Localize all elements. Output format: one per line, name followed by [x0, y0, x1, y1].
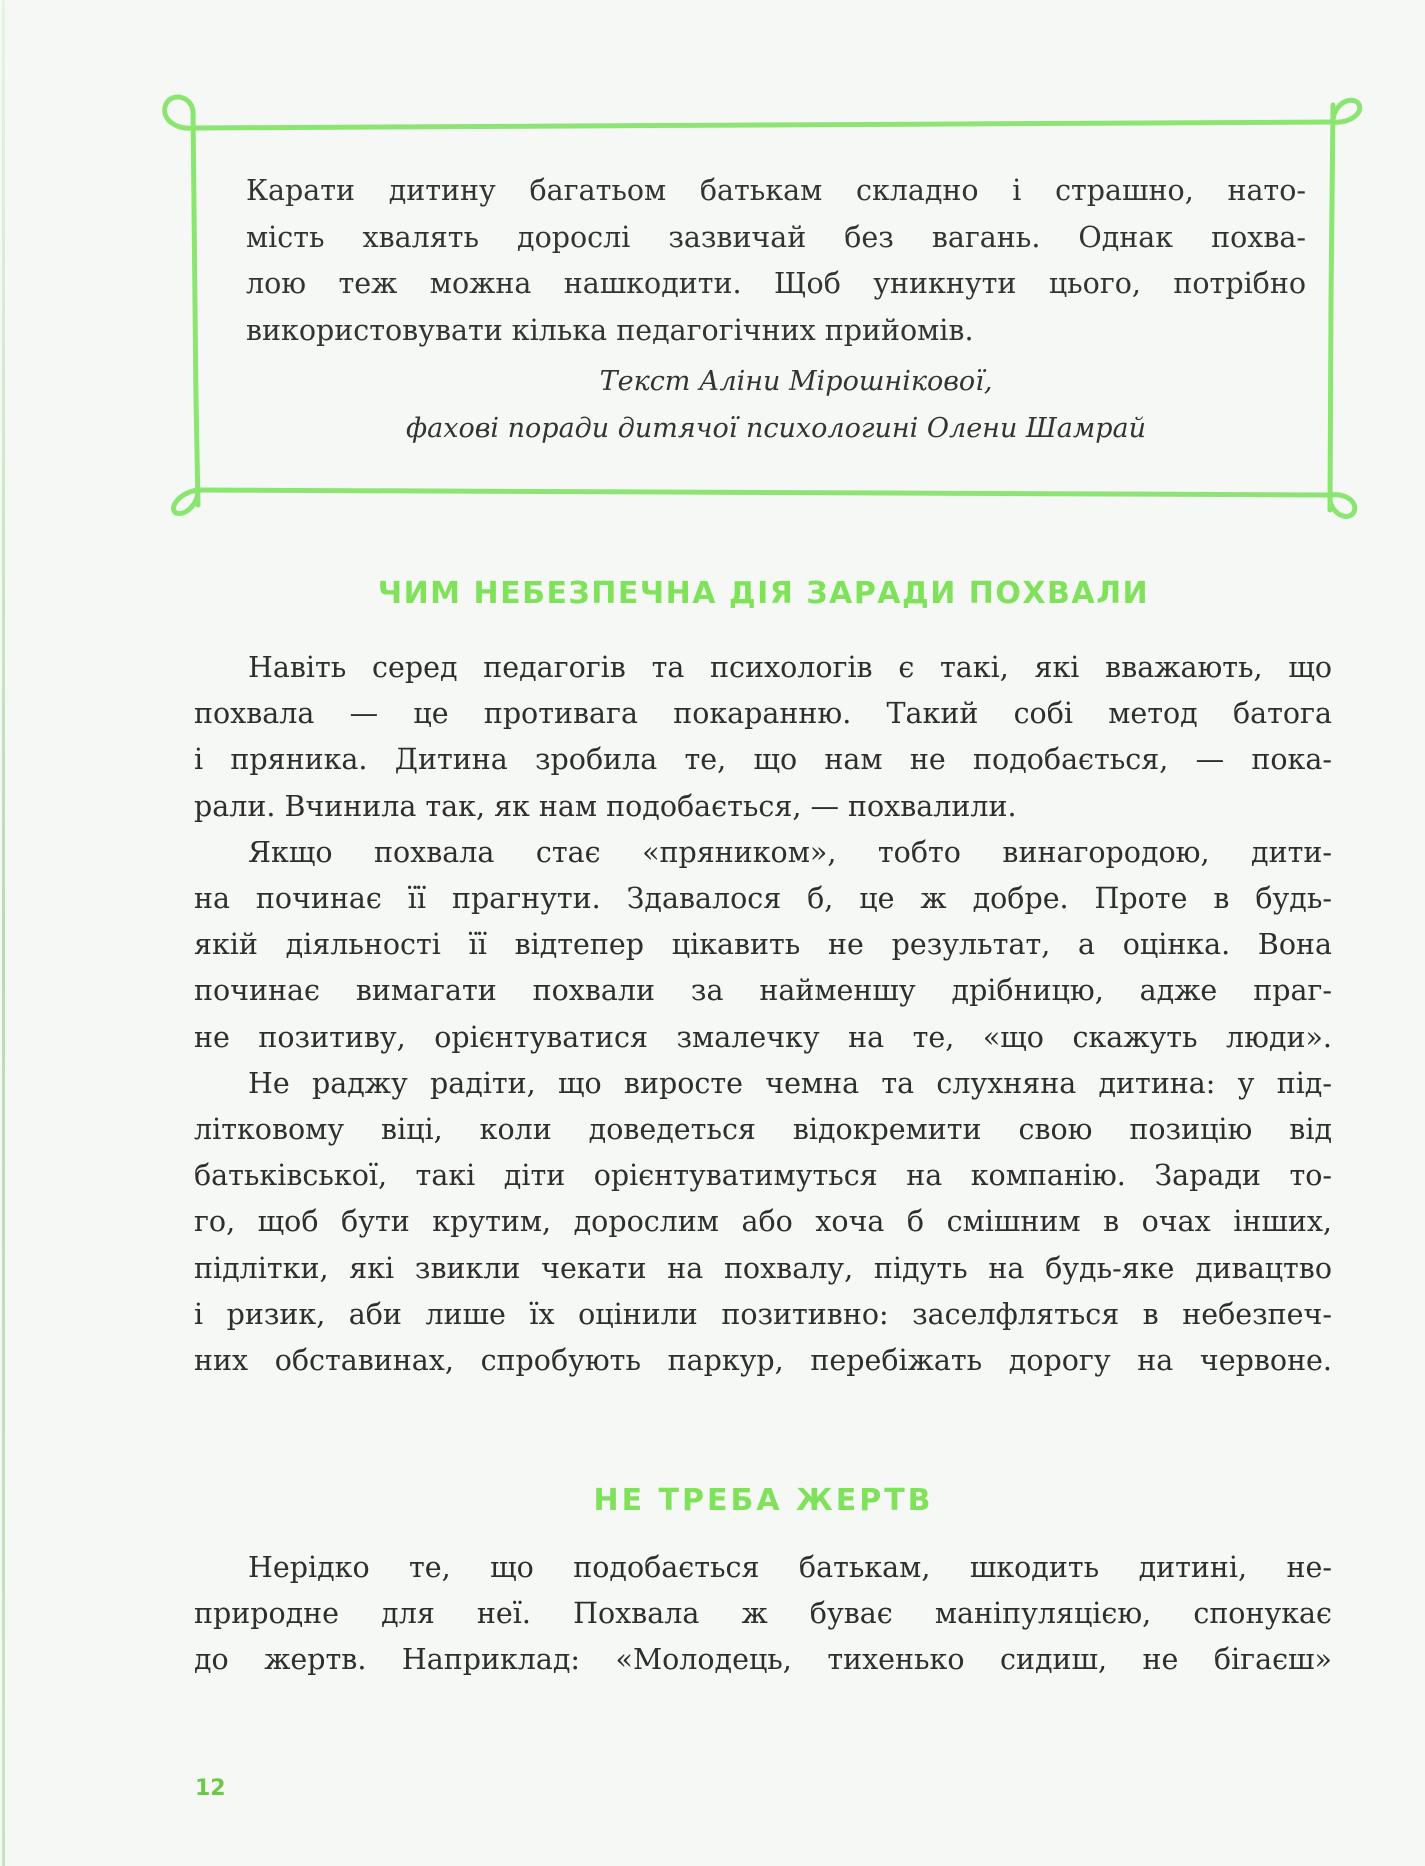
page-number: 12	[195, 1776, 226, 1801]
intro-line: Карати дитину багатьом батькам складно і страшно, нато-	[246, 174, 1306, 207]
body-line: починає вимагати похвали за найменшу дрібницю, адже праг-	[194, 974, 1332, 1008]
body-line: природне для неї. Похвала ж буває маніпуляцією, спонукає	[194, 1597, 1332, 1631]
body-line: якій діяльності її відтепер цікавить не результат, а оцінка. Вона	[194, 928, 1332, 962]
attribution-expert: фахові поради дитячої психологині Олени Шамрай	[406, 413, 1146, 444]
intro-line: мість хвалять дорослі зазвичай без вагань. Однак похва-	[246, 220, 1306, 254]
intro-line: використовувати кілька педагогічних прийомів.	[246, 313, 974, 347]
section-heading-sacrifice: НЕ ТРЕБА ЖЕРТВ	[593, 1483, 934, 1518]
body-line: них обставинах, спробують паркур, перебіжать дорогу на червоне.	[194, 1344, 1332, 1378]
body-line: рали. Вчинила так, як нам подобається, — похвалили.	[194, 789, 1017, 823]
body-line: і пряника. Дитина зробила те, що нам не подобається, — пока-	[194, 743, 1332, 777]
body-line: на починає її прагнути. Здавалося б, це ж добре. Проте в будь-	[194, 882, 1332, 916]
body-line: го, щоб бути крутим, дорослим або хоча б смішним в очах інших,	[194, 1205, 1332, 1239]
body-line: батьківської, такі діти орієнтуватимуться на компанію. Заради то-	[194, 1159, 1332, 1193]
intro-box-text	[246, 168, 1306, 354]
intro-line: лою теж можна нашкодити. Щоб уникнути цього, потрібно	[246, 267, 1306, 300]
body-line: Навіть серед педагогів та психологів є такі, які вважають, що	[248, 651, 1332, 684]
attribution	[246, 358, 1306, 452]
section-heading-danger: ЧИМ НЕБЕЗПЕЧНА ДІЯ ЗАРАДИ ПОХВАЛИ	[377, 576, 1150, 611]
body-line: і ризик, аби лише їх оцінили позитивно: заселфляться в небезпеч-	[194, 1297, 1332, 1331]
body-line: літковому віці, коли доведеться відокремити свою позицію від	[194, 1113, 1332, 1147]
body-line: підлітки, які звикли чекати на похвалу, підуть на будь-яке дивацтво	[194, 1251, 1332, 1285]
attribution-author: Текст Аліни Мірошнікової,	[599, 366, 993, 397]
section-body-danger	[194, 645, 1332, 1384]
section-body-sacrifice	[194, 1545, 1332, 1684]
body-line: Якщо похвала стає «пряником», тобто винагородою, дити-	[248, 835, 1332, 869]
body-line: похвала — це противага покаранню. Такий собі метод батога	[194, 697, 1332, 731]
body-line: Не раджу радіти, що виросте чемна та слухняна дитина: у під-	[248, 1066, 1332, 1100]
body-line: Нерідко те, що подобається батькам, шкодить дитині, не-	[248, 1551, 1332, 1584]
body-line: до жертв. Наприклад: «Молодець, тихенько сидиш, не бігаєш»	[194, 1643, 1332, 1677]
body-line: не позитиву, орієнтуватися змалечку на те, «що скажуть люди».	[194, 1020, 1332, 1054]
